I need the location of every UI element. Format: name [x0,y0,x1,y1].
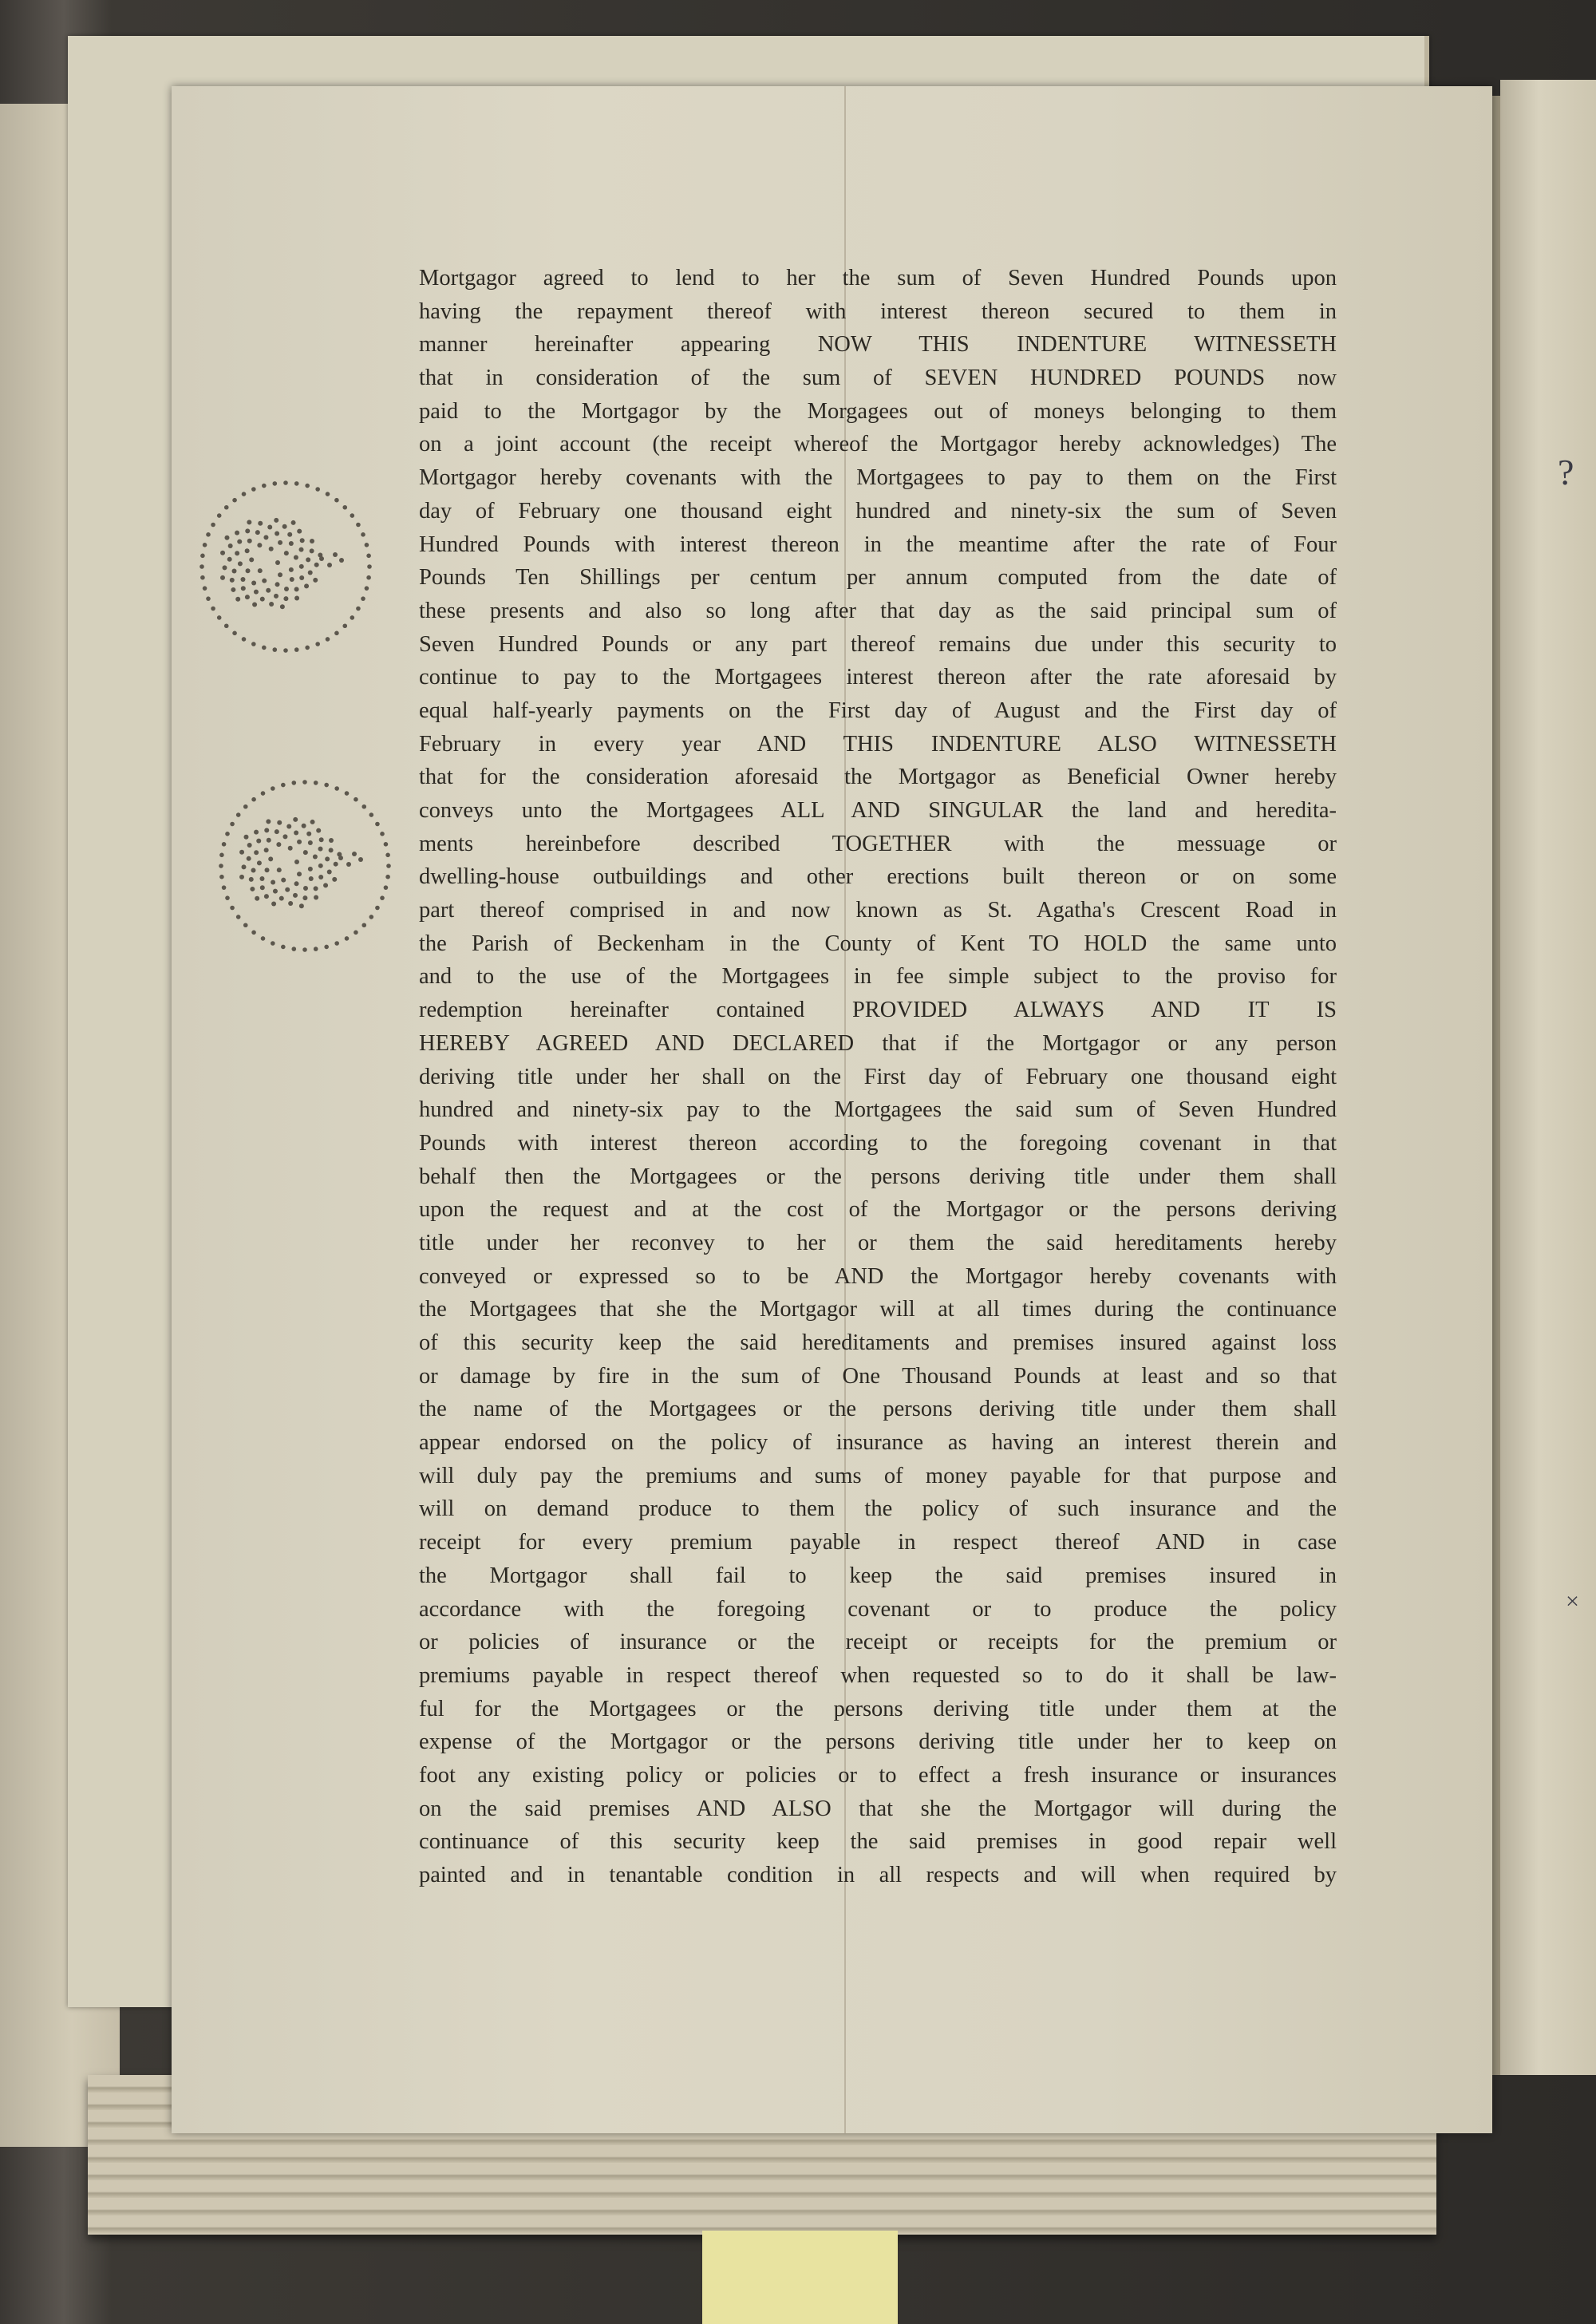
text-line: and to the use of the Mortgagees in fee simple subject to the proviso for [419,964,1337,990]
text-line: expense of the Mortgagor or the persons deriving title under her to keep on [419,1729,1337,1755]
text-line: the Parish of Beckenham in the County of Kent TO HOLD the same unto [419,931,1337,956]
text-line: the Mortgagor shall fail to keep the said premises insured in [419,1563,1337,1588]
text-line: or damage by fire in the sum of One Thousand Pounds at least and so that [419,1363,1337,1389]
text-line: behalf then the Mortgagees or the persons deriving title under them shall [419,1164,1337,1189]
text-line: premiums payable in respect thereof when requested so to do it shall be law- [419,1662,1337,1688]
text-line: or policies of insurance or the receipt or receipts for the premium or [419,1630,1337,1655]
text-line: that in consideration of the sum of SEVEN HUNDRED POUNDS now [419,366,1337,391]
text-line: title under her reconvey to her or them the said hereditaments hereby [419,1230,1337,1255]
text-line: February in every year AND THIS INDENTURE ALSO WITNESSETH [419,731,1337,757]
text-line: upon the request and at the cost of the Mortgagor or the persons deriving [419,1197,1337,1223]
text-line: Pounds with interest thereon according to the foregoing covenant in that [419,1130,1337,1156]
text-line: these presents and also so long after that day as the said principal sum of [419,598,1337,623]
text-line: Hundred Pounds with interest thereon in the meantime after the rate of Four [419,532,1337,557]
text-line: receipt for every premium payable in respect thereof AND in case [419,1530,1337,1555]
text-line: continue to pay to the Mortgagees interest thereon after the rate aforesaid by [419,665,1337,690]
text-line: on a joint account (the receipt whereof the Mortgagor hereby acknowledges) The [419,432,1337,457]
perforated-stamp-bottom [209,770,401,962]
text-line: continuance of this security keep the said premises in good repair well [419,1829,1337,1855]
mortgage-deed-body [419,262,1337,1892]
text-line: that for the consideration aforesaid the Mortgagor as Beneficial Owner hereby [419,765,1337,790]
perforated-stamp-top [190,471,381,662]
text-line: having the repayment thereof with interest thereon secured to them in [419,298,1337,324]
text-line: Mortgagor hereby covenants with the Mortgagees to pay to them on the First [419,465,1337,491]
text-line: manner hereinafter appearing NOW THIS INDENTURE WITNESSETH [419,332,1337,358]
text-line: equal half-yearly payments on the First day of August and the First day of [419,698,1337,723]
margin-question-mark: ? [1558,452,1574,492]
text-line: deriving title under her shall on the First day of February one thousand eight [419,1064,1337,1089]
text-line: Seven Hundred Pounds or any part thereof remains due under this security to [419,631,1337,657]
text-line: HEREBY AGREED AND DECLARED that if the Mortgagor or any person [419,1030,1337,1056]
text-line: will duly pay the premiums and sums of money payable for that purpose and [419,1463,1337,1488]
text-line: painted and in tenantable condition in all respects and will when required by [419,1863,1337,1887]
text-line: Mortgagor agreed to lend to her the sum of Seven Hundred Pounds upon [419,266,1337,290]
text-line: ments hereinbefore described TOGETHER with the messuage or [419,831,1337,856]
bottom-tape-label [702,2231,898,2324]
text-line: on the said premises AND ALSO that she the Mortgagor will during the [419,1796,1337,1821]
text-line: part thereof comprised in and now known as St. Agatha's Crescent Road in [419,898,1337,923]
text-line: day of February one thousand eight hundred and ninety-six the sum of Seven [419,498,1337,524]
text-line: the name of the Mortgagees or the persons deriving title under them shall [419,1397,1337,1422]
text-line: Pounds Ten Shillings per centum per annum computed from the date of [419,565,1337,591]
text-line: dwelling-house outbuildings and other erections built thereon or on some [419,864,1337,890]
text-line: hundred and ninety-six pay to the Mortgagees the said sum of Seven Hundred [419,1097,1337,1123]
text-line: appear endorsed on the policy of insurance as having an interest therein and [419,1430,1337,1456]
text-line: redemption hereinafter contained PROVIDED ALWAYS AND IT IS [419,998,1337,1023]
text-line: accordance with the foregoing covenant or to produce the policy [419,1596,1337,1622]
text-line: conveyed or expressed so to be AND the Mortgagor hereby covenants with [419,1263,1337,1289]
text-line: of this security keep the said hereditaments and premises insured against loss [419,1330,1337,1355]
text-line: the Mortgagees that she the Mortgagor will at all times during the continuance [419,1297,1337,1322]
text-line: paid to the Mortgagor by the Morgagees out of moneys belonging to them [419,398,1337,424]
text-line: will on demand produce to them the policy of such insurance and the [419,1496,1337,1522]
margin-cross-mark: × [1566,1588,1579,1615]
right-facing-leaf [1500,80,1596,2075]
text-line: foot any existing policy or policies or to effect a fresh insurance or insurances [419,1762,1337,1788]
text-line: ful for the Mortgagees or the persons deriving title under them at the [419,1696,1337,1721]
text-line: conveys unto the Mortgagees ALL AND SINGULAR the land and heredita- [419,798,1337,823]
